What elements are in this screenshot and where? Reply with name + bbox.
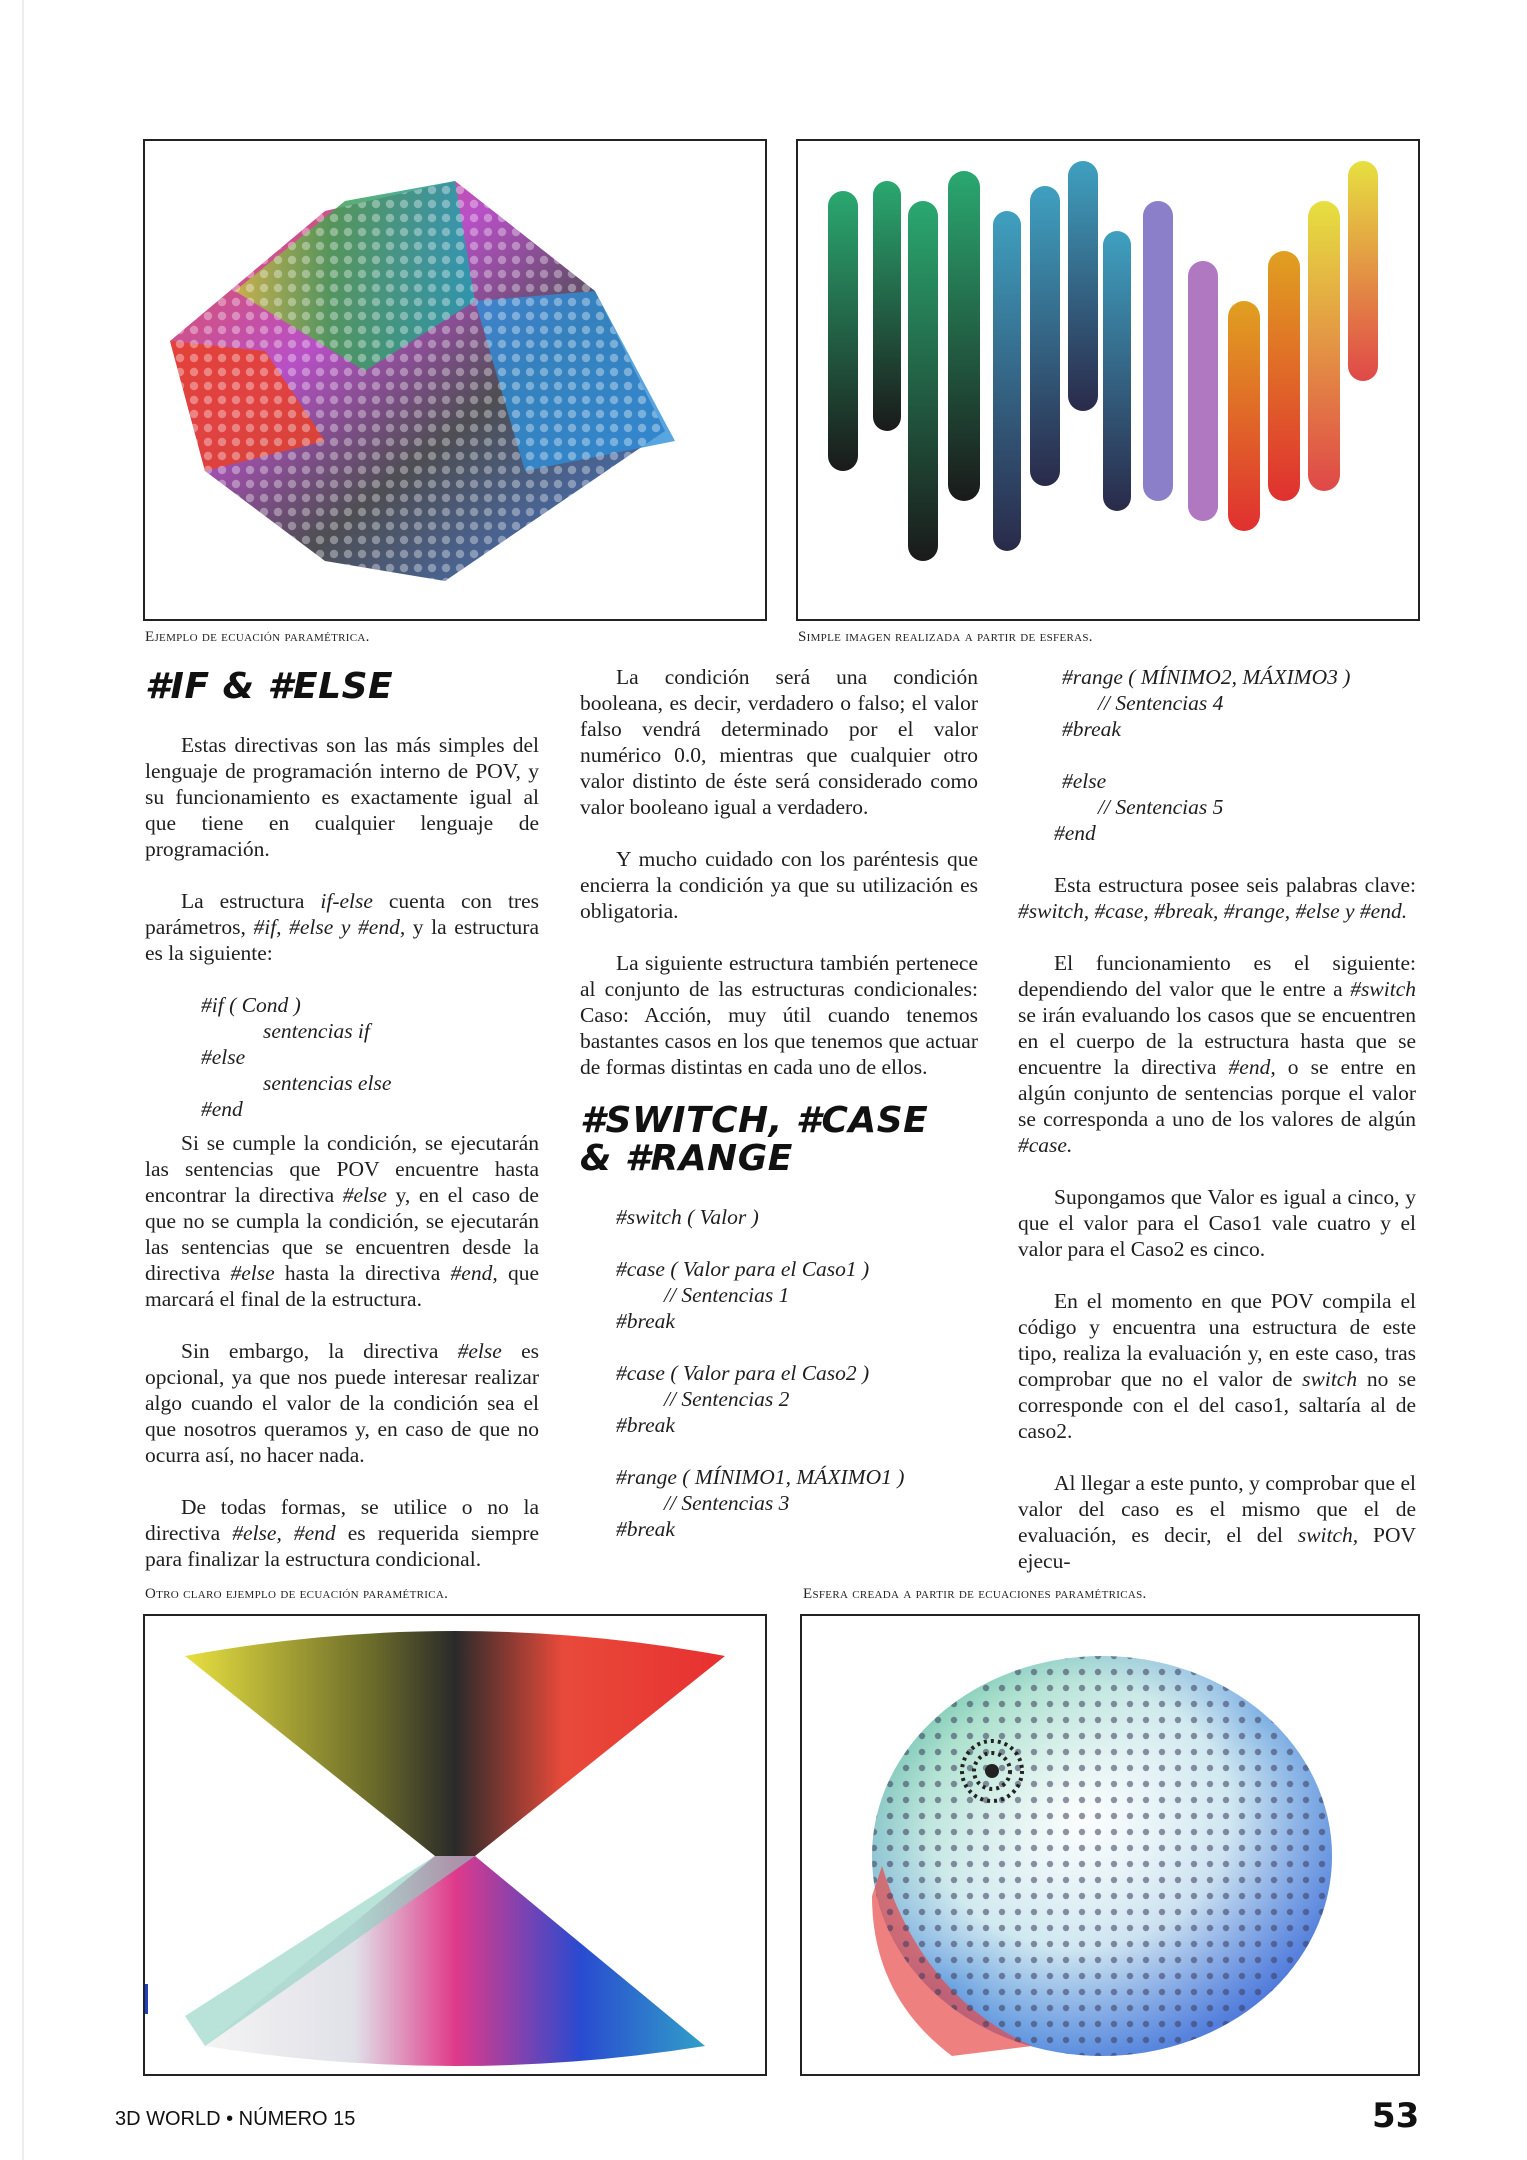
code-line: // Sentencias 1 (664, 1283, 790, 1307)
paragraph: La condición será una condición booleana, es decir, verdadero o falso; el valor falso vendrá determinado por el valor numérico 0.0, mientras que cualquier otro valor distinto de éste será considerado como valor booleano igual a verdadero. (580, 665, 978, 819)
paragraph: En el momento en que POV compila el código y encuentra una estructura de este tipo, realiza la evaluación y, en este caso, tras comprobar que no el valor de switch no se corresponde con el del caso1, saltaría al de caso2. (1018, 1289, 1416, 1443)
code-line: #case ( Valor para el Caso1 ) (616, 1257, 870, 1281)
figure-hourglass-parametric (143, 1614, 767, 2076)
figure-caption-top-left: Ejemplo de ecuación paramétrica. (145, 629, 370, 645)
page-number: 53 (1372, 2096, 1420, 2136)
heading-line: #SWITCH, #CASE (580, 1100, 929, 1141)
code-line: #break (616, 1517, 675, 1541)
figure-caption-top-right: Simple imagen realizada a partir de esferas. (798, 629, 1093, 645)
code-line: // Sentencias 5 (1098, 795, 1224, 819)
paragraph: La estructura if-else cuenta con tres parámetros, #if, #else y #end, y la estructura es la siguiente: (145, 889, 540, 965)
paragraph: La siguiente estructura también pertenece al conjunto de las estructuras condicionales: Caso: Acción, muy útil cuando tenemos bastantes casos en los que tenemos que actuar de formas distintas en cada uno de ellos. (580, 951, 978, 1079)
paragraph: Supongamos que Valor es igual a cinco, y que el valor para el Caso1 vale cuatro y el valor para el Caso2 es cinco. (1018, 1185, 1416, 1261)
paragraph: De todas formas, se utilice o no la directiva #else, #end es requerida siempre para finalizar la estructura condicional. (145, 1495, 540, 1571)
code-line: #range ( MÍNIMO1, MÁXIMO1 ) (616, 1465, 905, 1489)
code-block-switch (580, 1204, 978, 1542)
parametric-surface-render (145, 141, 765, 619)
paragraph: El funcionamiento es el siguiente: dependiendo del valor que le entre a #switch se irán evaluando los casos que se encuentren en el cuerpo de la estructura hasta que se encuentre la directiva #end, o se entre en algún conjunto de sentencias porque el valor se corresponda a uno de los valores de algún #case. (1018, 951, 1416, 1157)
code-line: #end (201, 1097, 243, 1121)
page-edge-shadow (22, 0, 24, 2160)
code-line: #break (1062, 717, 1121, 741)
paragraph: Sin embargo, la directiva #else es opcional, ya que nos puede interesar realizar algo cuando el valor de la condición sea el que nosotros queramos y, en caso de que no ocurra así, no hacer nada. (145, 1339, 539, 1467)
code-line: #else (201, 1045, 246, 1069)
figure-parametric-sphere (800, 1614, 1420, 2076)
paragraph: Estas directivas son las más simples del lenguaje de programación interno de POV, y su funcionamiento es exactamente igual al que tiene en cualquier lenguaje de programación. (145, 733, 539, 861)
paragraph: Si se cumple la condición, se ejecutarán las sentencias que POV encuentre hasta encontrar la directiva #else y, en el caso de que no se cumpla la condición, se ejecutarán las sentencias que se encuentren desde la directiva #else hasta la directiva #end, que marcará el final de la estructura. (145, 1131, 539, 1311)
code-line: sentencias else (263, 1071, 392, 1095)
code-line: #range ( MÍNIMO2, MÁXIMO3 ) (1062, 665, 1351, 689)
heading-switch-case-range (580, 1102, 978, 1178)
heading-line: & #RANGE (580, 1138, 793, 1179)
code-line: // Sentencias 2 (664, 1387, 790, 1411)
heading-if-else: #IF & #ELSE (145, 666, 394, 707)
figure-caption-bottom-left: Otro claro ejemplo de ecuación paramétrica. (145, 1586, 449, 1602)
figure-parametric-surface (143, 139, 767, 621)
code-line: #break (616, 1309, 675, 1333)
code-line: #else (1062, 769, 1107, 793)
sphere-columns-render (798, 141, 1418, 619)
figure-sphere-columns (796, 139, 1420, 621)
code-line: #if ( Cond ) (201, 993, 301, 1017)
footer-magazine-issue: 3D WORLD • NÚMERO 15 (115, 2108, 356, 2130)
code-line: #end (1054, 821, 1096, 845)
hourglass-render (145, 1616, 765, 2074)
column-1 (145, 668, 539, 1598)
code-line: sentencias if (263, 1019, 370, 1043)
figure-caption-bottom-right: Esfera creada a partir de ecuaciones paramétricas. (803, 1586, 1147, 1602)
paragraph: Esta estructura posee seis palabras clave: #switch, #case, #break, #range, #else y #end. (1018, 873, 1416, 923)
column-2 (580, 664, 978, 1542)
code-line: #switch ( Valor ) (616, 1205, 759, 1229)
parametric-sphere-render (802, 1616, 1418, 2074)
code-line: #case ( Valor para el Caso2 ) (616, 1361, 870, 1385)
code-block-if-else (145, 992, 539, 1122)
code-line: // Sentencias 4 (1098, 691, 1224, 715)
paragraph: Y mucho cuidado con los paréntesis que encierra la condición ya que su utilización es obligatoria. (580, 847, 978, 923)
column-3 (1018, 664, 1416, 1600)
code-line: #break (616, 1413, 675, 1437)
code-block-range (1018, 664, 1416, 846)
paragraph: Al llegar a este punto, y comprobar que el valor del caso es el mismo que el de evaluación, es decir, el del switch, POV ejecu- (1018, 1471, 1416, 1573)
code-line: // Sentencias 3 (664, 1491, 790, 1515)
